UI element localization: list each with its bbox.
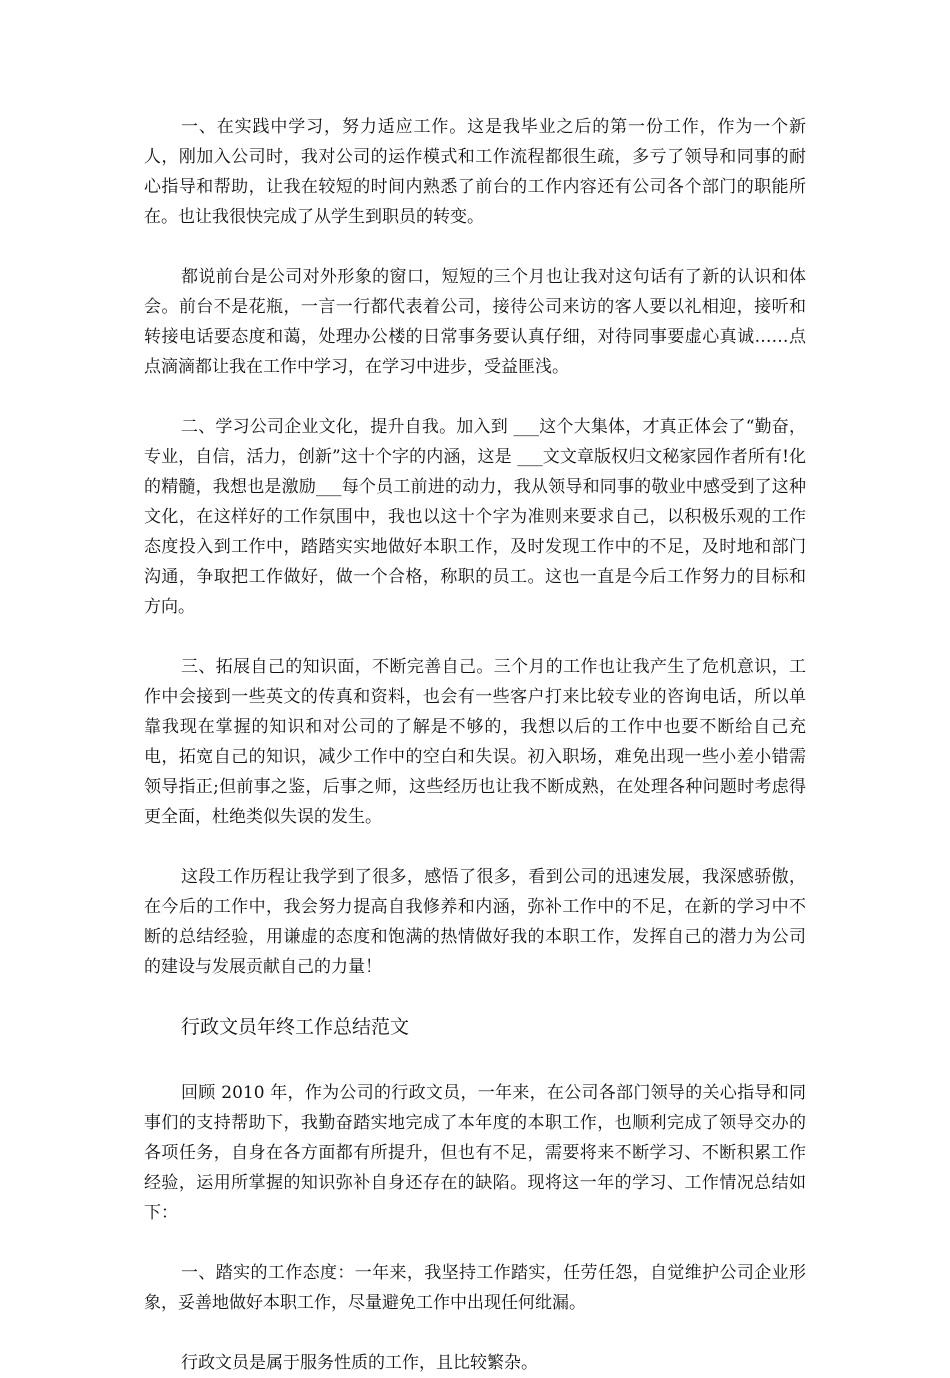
paragraph-front-desk-window: 都说前台是公司对外形象的窗口，短短的三个月也让我对这句话有了新的认识和体会。前台不是花瓶，一言一行都代表着公司，接待公司来访的客人要以礼相迎，接听和转接电话要态度和蔼，处理办公楼的日常事务要认真仔细，对待同事要虚心真诚……点点滴滴都让我在工作中学习，在学习中进步，受益匪浅。 <box>144 267 806 377</box>
paragraph-company-culture: 二、学习公司企业文化，提升自我。加入到 ___这个大集体，才真正体会了“勤奋，专业，自信，活力，创新”这十个字的内涵，这是 ___文文章版权归文秘家园作者所有!化的精髓，我想也是激励___每个员工前进的动力，我从领导和同事的敬业中感受到了这种文化，在这样好的工作氛围中，我也以这十个字为准则来要求自己，以积极乐观的工作态度投入到工作中，踏踏实实地做好本职工作，及时发现工作中的不足，及时地和部门沟通，争取把工作做好，做一个合格，称职的员工。这也一直是今后工作努力的目标和方向。 <box>144 417 806 617</box>
paragraph-review-2010: 回顾 2010 年，作为公司的行政文员，一年来，在公司各部门领导的关心指导和同事们的支持帮助下，我勤奋踏实地完成了本年度的本职工作，也顺利完成了领导交办的各项任务，自身在各方面都有所提升，但也有不足，需要将来不断学习、不断积累工作经验，运用所掌握的知识弥补自身还存在的缺陷。现将这一年的学习、工作情况总结如下： <box>144 1083 806 1223</box>
paragraph-conclusion: 这段工作历程让我学到了很多，感悟了很多，看到公司的迅速发展，我深感骄傲，在今后的工作中，我会努力提高自我修养和内涵，弥补工作中的不足，在新的学习中不断的总结经验，用谦虚的态度和饱满的热情做好我的本职工作，发挥自己的潜力为公司的建设与发展贡献自己的力量！ <box>144 867 806 977</box>
document-body <box>144 112 806 1378</box>
paragraph-work-attitude: 一、踏实的工作态度：一年来，我坚持工作踏实，任劳任怨，自觉维护公司企业形象，妥善地做好本职工作，尽量避免工作中出现任何纰漏。 <box>144 1263 806 1313</box>
paragraph-service-nature: 行政文员是属于服务性质的工作，且比较繁杂。 <box>181 1353 538 1373</box>
paragraph-learning-in-practice: 一、在实践中学习，努力适应工作。这是我毕业之后的第一份工作，作为一个新人，刚加入公司时，我对公司的运作模式和工作流程都很生疏，多亏了领导和同事的耐心指导和帮助，让我在较短的时间内熟悉了前台的工作内容还有公司各个部门的职能所在。也让我很快完成了从学生到职员的转变。 <box>144 117 806 227</box>
section-title: 行政文员年终工作总结范文 <box>181 1016 410 1038</box>
paragraph-expand-knowledge: 三、拓展自己的知识面，不断完善自己。三个月的工作也让我产生了危机意识，工作中会接到一些英文的传真和资料，也会有一些客户打来比较专业的咨询电话，所以单靠我现在掌握的知识和对公司的了解是不够的，我想以后的工作中也要不断给自己充电，拓宽自己的知识，减少工作中的空白和失误。初入职场，难免出现一些小差小错需领导指正;但前事之鉴，后事之师，这些经历也让我不断成熟，在处理各种问题时考虑得更全面，杜绝类似失误的发生。 <box>144 657 806 827</box>
